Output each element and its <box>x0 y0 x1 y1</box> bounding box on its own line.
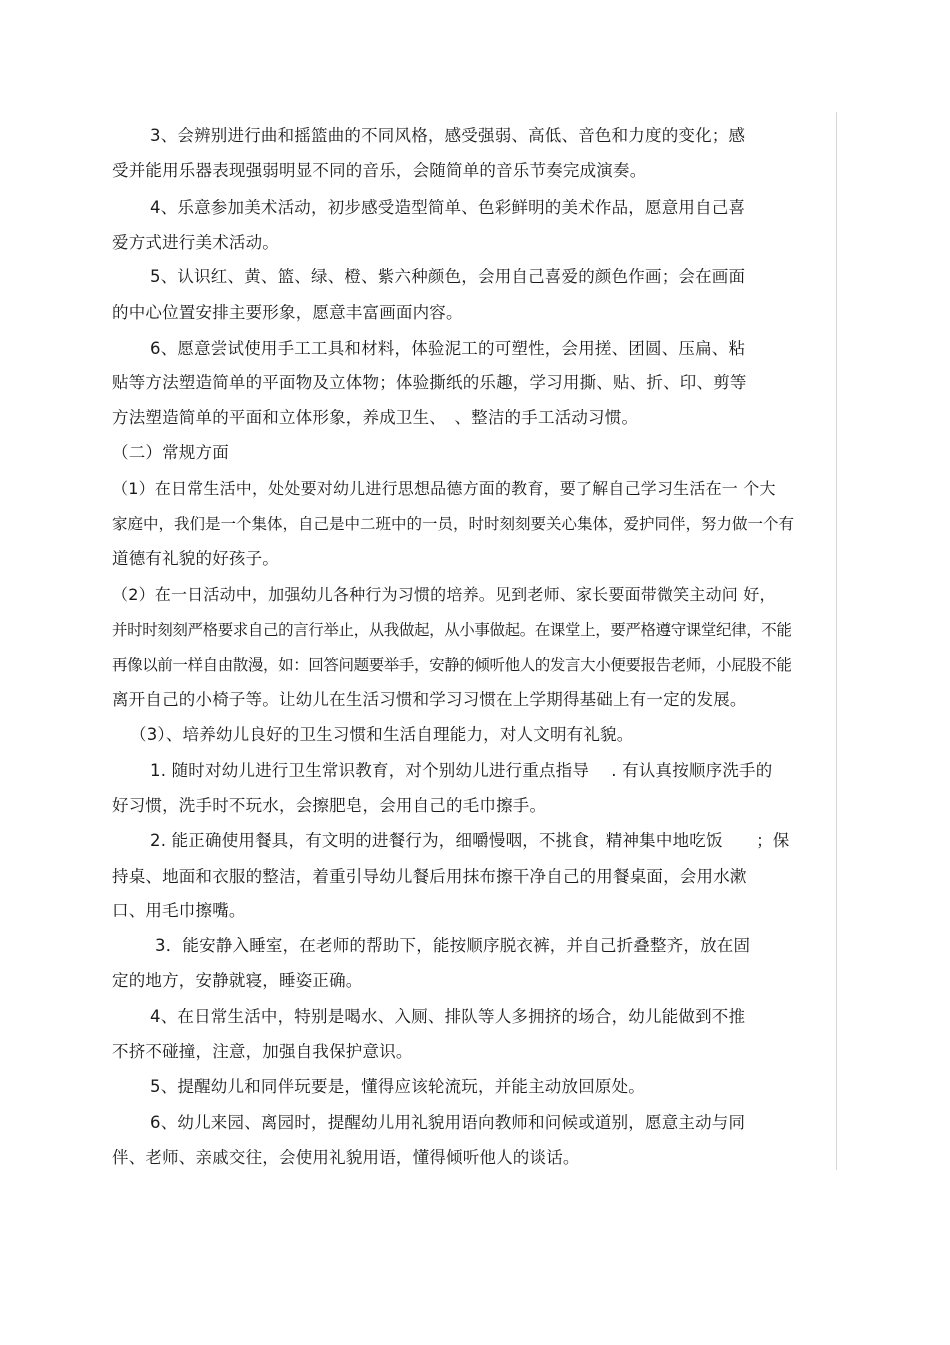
text-line: 不挤不碰撞，注意，加强自我保护意识。 <box>112 1042 413 1061</box>
text-line: 3、会辨别进行曲和摇篮曲的不同风格，感受强弱、高低、音色和力度的变化；感 <box>150 126 746 145</box>
text-line: 4、在日常生活中，特别是喝水、入厕、排队等人多拥挤的场合，幼儿能做到不推 <box>150 1007 746 1026</box>
text-line: 的中心位置安排主要形象，愿意丰富画面内容。 <box>112 303 463 322</box>
text-line: 并时时刻刻严格要求自己的言行举止，从我做起，从小事做起。在课堂上，要严格遵守课堂纪律，不能 <box>112 621 792 639</box>
text-line: 伴、老师、亲戚交往，会使用礼貌用语，懂得倾听他人的谈话。 <box>112 1148 580 1167</box>
text-line: 离开自己的小椅子等。让幼儿在生活习惯和学习习惯在上学期得基础上有一定的发展。 <box>112 690 747 709</box>
text-line: 1. 随时对幼儿进行卫生常识教育，对个别幼儿进行重点指导 . 有认真按顺序洗手的 <box>150 761 773 780</box>
text-line: 爱方式进行美术活动。 <box>112 233 279 252</box>
text-line: 2. 能正确使用餐具，有文明的进餐行为，细嚼慢咽，不挑食，精神集中地吃饭 ；保 <box>150 831 790 850</box>
text-line: 定的地方，安静就寝，睡姿正确。 <box>112 971 363 990</box>
page-right-rule <box>836 112 837 1170</box>
text-line: 4、乐意参加美术活动，初步感受造型简单、色彩鲜明的美术作品，愿意用自己喜 <box>150 198 746 217</box>
text-line: 6、幼儿来园、离园时，提醒幼儿用礼貌用语向教师和问候或道别，愿意主动与同 <box>150 1113 746 1132</box>
text-line: （3）、培养幼儿良好的卫生习惯和生活自理能力，对人文明有礼貌。 <box>130 725 634 744</box>
text-line: 5、认识红、黄、篮、绿、橙、紫六种颜色，会用自己喜爱的颜色作画；会在画面 <box>150 267 746 286</box>
text-line: 3．能安静入睡室，在老师的帮助下，能按顺序脱衣裤，并自己折叠整齐，放在固 <box>155 936 751 955</box>
text-line: （1）在日常生活中，处处要对幼儿进行思想品德方面的教育，要了解自己学习生活在一 个大 <box>112 479 776 498</box>
text-line: 家庭中，我们是一个集体，自己是中二班中的一员，时时刻刻要关心集体，爱护同伴，努力做一个有 <box>112 515 795 533</box>
text-line: 贴等方法塑造简单的平面物及立体物；体验撕纸的乐趣，学习用撕、贴、折、印、剪等 <box>112 373 747 392</box>
text-line: 5、提醒幼儿和同伴玩要是，懂得应该轮流玩，并能主动放回原处。 <box>150 1077 645 1096</box>
text-line: 道德有礼貌的好孩子。 <box>112 549 279 568</box>
text-line: 方法塑造简单的平面和立体形象，养成卫生、 、整洁的手工活动习惯。 <box>112 408 639 427</box>
section-heading: （二）常规方面 <box>112 443 229 462</box>
text-line: 持桌、地面和衣服的整洁，着重引导幼儿餐后用抹布擦干净自己的用餐桌面，会用水漱 <box>112 867 747 886</box>
text-line: 口、用毛巾擦嘴。 <box>112 901 246 920</box>
text-line: 再像以前一样自由散漫，如：回答问题要举手，安静的倾听他人的发言大小便要报告老师，小屁股不能 <box>112 656 792 674</box>
text-line: （2）在一日活动中，加强幼儿各种行为习惯的培养。见到老师、家长要面带微笑主动问 好， <box>112 585 776 604</box>
text-line: 好习惯，洗手时不玩水，会擦肥皂，会用自己的毛巾擦手。 <box>112 796 547 815</box>
text-line: 6、愿意尝试使用手工工具和材料，体验泥工的可塑性，会用搓、团圆、压扁、粘 <box>150 339 746 358</box>
text-line: 受并能用乐器表现强弱明显不同的音乐，会随简单的音乐节奏完成演奏。 <box>112 161 647 180</box>
